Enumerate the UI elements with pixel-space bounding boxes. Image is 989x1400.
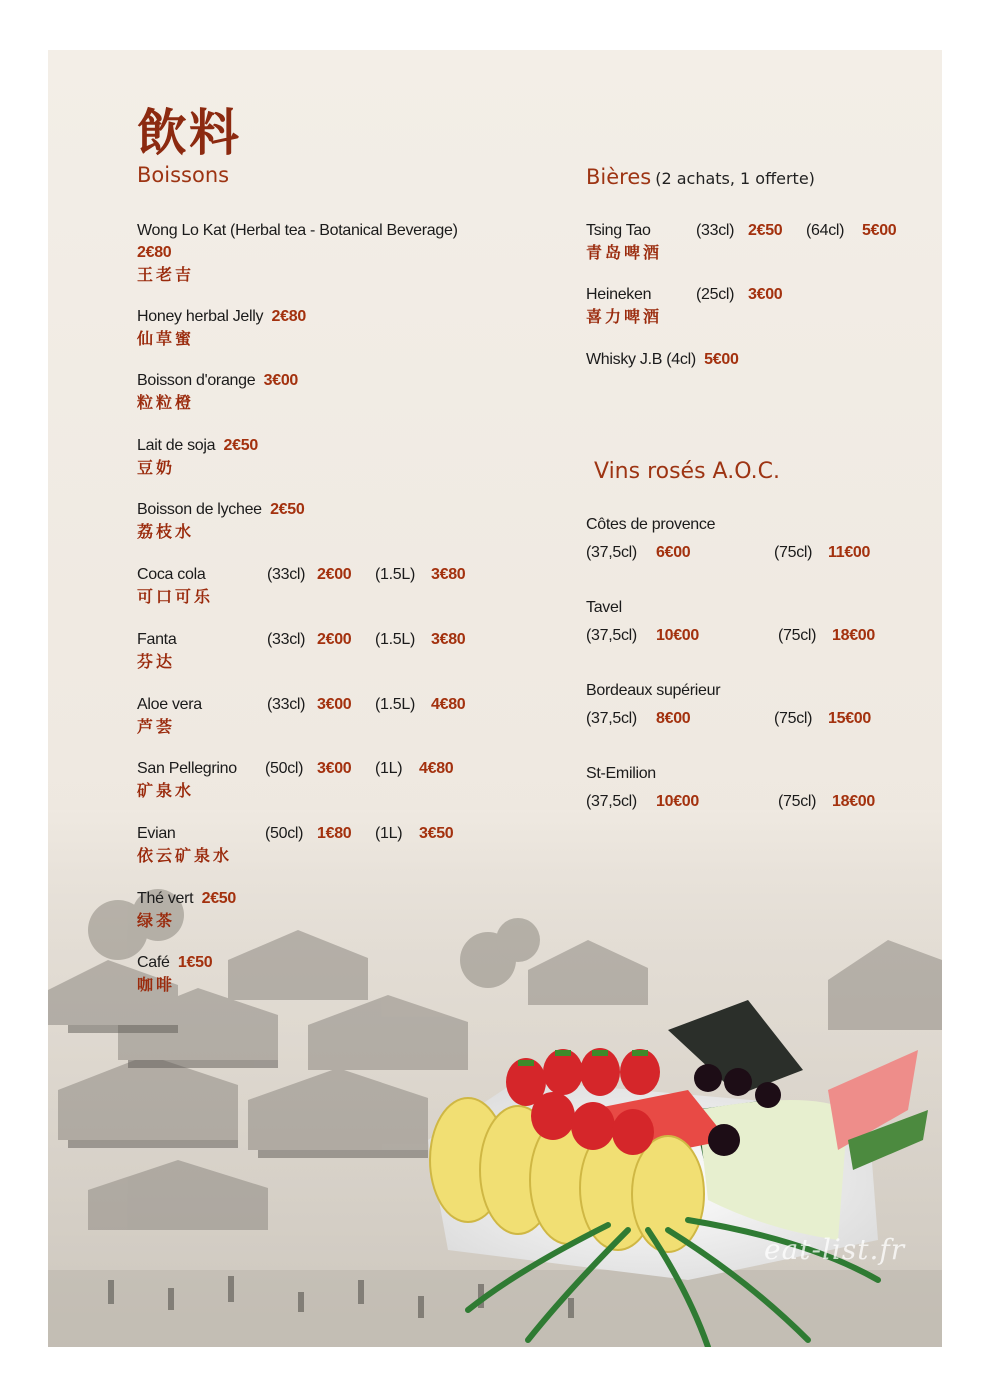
item-name: Wong Lo Kat (Herbal tea - Botanical Beverage): [137, 222, 458, 239]
item-price: 2€80: [271, 308, 306, 325]
item-price: 2€00: [317, 631, 352, 648]
item-price: 3€50: [419, 825, 454, 842]
item-price: 10€00: [656, 793, 699, 810]
item-volume: (37,5cl): [586, 544, 637, 561]
item-name: Café: [137, 954, 170, 971]
item-price: 3€00: [317, 696, 352, 713]
item-volume: (33cl): [267, 566, 306, 583]
item-name: Lait de soja: [137, 437, 216, 454]
menu-item: [137, 694, 465, 738]
item-price: 4€80: [431, 696, 466, 713]
item-volume: (75cl): [778, 627, 817, 644]
menu-item: [137, 306, 306, 350]
item-name: Tsing Tao: [586, 222, 651, 239]
item-volume: (1.5L): [375, 566, 415, 583]
item-name-chinese: 粒粒橙: [137, 393, 195, 412]
menu-page: [48, 50, 942, 1347]
item-price: 3€00: [748, 286, 783, 303]
item-name: Boisson d'orange: [137, 372, 256, 389]
item-volume: (33cl): [267, 696, 306, 713]
item-price: 3€80: [431, 631, 466, 648]
menu-item: [586, 514, 870, 564]
menu-item: [586, 349, 739, 371]
item-price: 2€80: [137, 244, 172, 261]
item-name-chinese: 依云矿泉水: [137, 846, 233, 865]
item-price: 2€50: [201, 890, 236, 907]
item-name: St-Emilion: [586, 765, 656, 782]
item-name: Fanta: [137, 631, 177, 648]
item-name: Thé vert: [137, 890, 194, 907]
item-price: 10€00: [656, 627, 699, 644]
item-name-chinese: 绿茶: [137, 911, 176, 930]
item-volume: (1.5L): [375, 696, 415, 713]
item-name: Côtes de provence: [586, 516, 716, 533]
menu-item: [137, 220, 458, 286]
menu-item: [137, 758, 453, 802]
item-name: Bordeaux supérieur: [586, 682, 721, 699]
item-price: 11€00: [828, 544, 871, 561]
item-price: 2€50: [223, 437, 258, 454]
item-volume: (1L): [375, 825, 403, 842]
item-price: 8€00: [656, 710, 691, 727]
section-title-vins: Vins rosés A.O.C.: [594, 459, 780, 484]
item-name: Aloe vera: [137, 696, 202, 713]
item-name: Coca cola: [137, 566, 206, 583]
item-price: 2€50: [748, 222, 783, 239]
menu-item: [137, 564, 465, 608]
item-name-chinese: 芬达: [137, 652, 176, 671]
menu-item: [586, 220, 896, 264]
item-volume: (75cl): [774, 544, 813, 561]
item-price: 1€80: [317, 825, 352, 842]
item-name-chinese: 豆奶: [137, 458, 176, 477]
item-volume: (33cl): [696, 222, 735, 239]
item-name: San Pellegrino: [137, 760, 237, 777]
item-volume: (50cl): [265, 760, 304, 777]
item-name: Evian: [137, 825, 176, 842]
item-volume: (75cl): [778, 793, 817, 810]
menu-item: [137, 823, 453, 867]
item-volume: (1.5L): [375, 631, 415, 648]
menu-item: [137, 629, 465, 673]
page-title-chinese: 飲料: [137, 103, 241, 162]
menu-item: [137, 435, 258, 479]
menu-item: [137, 888, 236, 932]
item-volume: (1L): [375, 760, 403, 777]
bieres-section: [586, 166, 936, 386]
boissons-list: [137, 220, 567, 1000]
item-price: 18€00: [832, 793, 875, 810]
item-volume: (37,5cl): [586, 710, 637, 727]
menu-item: [137, 952, 212, 996]
vins-section: [586, 460, 936, 820]
menu-item: [586, 680, 871, 730]
section-note: (2 achats, 1 offerte): [655, 169, 815, 188]
item-price: 1€50: [177, 954, 213, 971]
item-price: 18€00: [832, 627, 875, 644]
watermark: eat-list.fr: [764, 1233, 906, 1266]
item-volume: (37,5cl): [586, 627, 637, 644]
item-name: Boisson de lychee: [137, 501, 262, 518]
item-price: 2€00: [317, 566, 352, 583]
menu-item: [586, 763, 875, 813]
item-name-chinese: 喜力啤酒: [586, 307, 663, 326]
item-name-chinese: 芦荟: [137, 717, 176, 736]
item-volume: (37,5cl): [586, 793, 637, 810]
menu-item: [586, 284, 782, 328]
item-name: Honey herbal Jelly: [137, 308, 264, 325]
item-price: 15€00: [828, 710, 871, 727]
item-price: 2€50: [270, 501, 305, 518]
menu-item: [137, 499, 304, 543]
item-price: 3€80: [431, 566, 466, 583]
item-name-chinese: 矿泉水: [137, 781, 195, 800]
item-price: 3€00: [263, 372, 299, 389]
item-price: 5€00: [862, 222, 897, 239]
item-volume: (64cl): [806, 222, 845, 239]
item-name: Tavel: [586, 599, 622, 616]
item-price: 6€00: [656, 544, 691, 561]
item-volume: (75cl): [774, 710, 813, 727]
item-price: 4€80: [419, 760, 454, 777]
item-name: Heineken: [586, 286, 652, 303]
item-name-chinese: 仙草蜜: [137, 329, 195, 348]
item-name-chinese: 王老吉: [137, 265, 195, 284]
boissons-column: [137, 103, 557, 187]
item-name: Whisky J.B (4cl): [586, 351, 696, 368]
section-title-bieres: [586, 166, 936, 189]
item-name-chinese: 咖啡: [137, 975, 176, 994]
item-volume: (33cl): [267, 631, 306, 648]
item-name-chinese: 青岛啤酒: [586, 243, 663, 262]
section-title-boissons: Boissons: [137, 163, 230, 187]
section-title: Bières: [586, 165, 652, 189]
item-price: 3€00: [317, 760, 352, 777]
item-name-chinese: 可口可乐: [137, 587, 214, 606]
menu-item: [586, 597, 875, 647]
item-volume: (25cl): [696, 286, 735, 303]
item-volume: (50cl): [265, 825, 304, 842]
item-price: 5€00: [704, 351, 739, 368]
menu-item: [137, 370, 298, 414]
item-name-chinese: 荔枝水: [137, 522, 195, 541]
